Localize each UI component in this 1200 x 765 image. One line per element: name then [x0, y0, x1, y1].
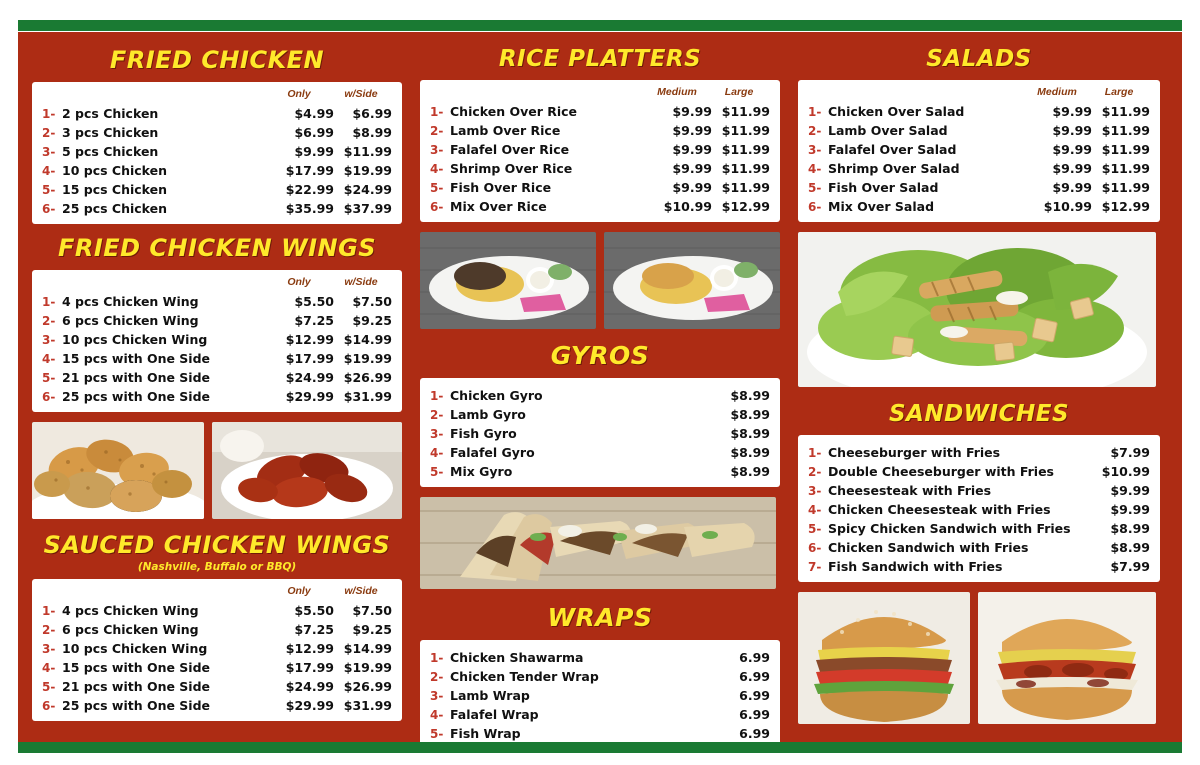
header-medium: Medium — [1037, 86, 1077, 98]
item-name: Chicken Over Rice — [450, 104, 578, 119]
item-name: 25 pcs Chicken — [62, 201, 168, 216]
item-price-large: $11.99 — [721, 142, 770, 157]
item-price: $8.99 — [730, 388, 770, 403]
table-row[interactable] — [808, 157, 1150, 176]
item-name: Double Cheeseburger with Fries — [828, 464, 1054, 479]
price-headers-rice — [430, 86, 770, 98]
photos-gyro — [420, 497, 780, 589]
section-title-wraps: WRAPS — [547, 603, 653, 632]
chicken-salad-photo — [798, 232, 1156, 387]
table-row[interactable] — [808, 100, 1150, 119]
table-row[interactable] — [430, 195, 770, 214]
header-only: Only — [287, 585, 311, 597]
price-headers-salads — [808, 86, 1150, 98]
card-fried-chicken — [32, 82, 402, 224]
bottom-white-margin — [0, 753, 1200, 765]
item-name: Fish Wrap — [450, 726, 521, 741]
item-name: Lamb Gyro — [450, 407, 526, 422]
table-row[interactable] — [430, 384, 770, 403]
table-row[interactable] — [430, 157, 770, 176]
item-number: 3- — [430, 427, 444, 441]
item-number: 6- — [808, 200, 822, 214]
item-price: $7.99 — [1110, 559, 1150, 574]
item-number: 3- — [430, 143, 444, 157]
item-price-only: $12.99 — [285, 641, 334, 656]
table-row[interactable] — [42, 102, 392, 121]
item-price-medium: $9.99 — [1052, 123, 1092, 138]
item-price: $8.99 — [730, 426, 770, 441]
table-row[interactable] — [430, 100, 770, 119]
item-price-only: $7.25 — [294, 313, 334, 328]
item-price-only: $12.99 — [285, 332, 334, 347]
item-price-only: $17.99 — [285, 163, 334, 178]
item-number: 6- — [808, 541, 822, 555]
items-salads — [808, 100, 1150, 214]
item-price-wside: $9.25 — [352, 622, 392, 637]
item-name: Lamb Over Rice — [450, 123, 561, 138]
item-price-medium: $9.99 — [672, 180, 712, 195]
section-title-gyros: GYROS — [550, 341, 650, 370]
section-title-salads: SALADS — [926, 46, 1032, 72]
item-price: $8.99 — [730, 407, 770, 422]
item-number: 2- — [808, 124, 822, 138]
item-number: 5- — [430, 181, 444, 195]
item-number: 1- — [430, 389, 444, 403]
item-name: 3 pcs Chicken — [62, 125, 159, 140]
item-number: 3- — [42, 642, 56, 656]
item-name: 5 pcs Chicken — [62, 144, 159, 159]
card-wraps — [420, 640, 780, 749]
table-row[interactable] — [808, 536, 1150, 555]
lamb-over-rice-photo — [420, 232, 596, 329]
header-medium: Medium — [657, 86, 697, 98]
item-name: Lamb Over Salad — [828, 123, 948, 138]
table-row[interactable] — [808, 176, 1150, 195]
item-number: 5- — [42, 680, 56, 694]
table-row[interactable] — [42, 618, 392, 637]
item-price: $9.99 — [1110, 502, 1150, 517]
item-price-wside: $7.50 — [352, 603, 392, 618]
item-number: 2- — [808, 465, 822, 479]
table-row[interactable] — [42, 197, 392, 216]
table-row[interactable] — [808, 441, 1150, 460]
items-wraps — [430, 646, 770, 741]
item-name: 15 pcs with One Side — [62, 660, 211, 675]
column-left — [32, 42, 402, 749]
item-name: Cheeseburger with Fries — [828, 445, 1001, 460]
item-number: 1- — [42, 107, 56, 121]
item-name: 2 pcs Chicken — [62, 106, 159, 121]
items-rice-platters — [430, 100, 770, 214]
item-name: 4 pcs Chicken Wing — [62, 603, 199, 618]
item-number: 2- — [42, 623, 56, 637]
card-gyros — [420, 378, 780, 487]
item-price-large: $11.99 — [721, 161, 770, 176]
item-price-only: $22.99 — [285, 182, 334, 197]
table-row[interactable] — [430, 684, 770, 703]
item-name: Fish Sandwich with Fries — [828, 559, 1003, 574]
item-price-medium: $9.99 — [672, 123, 712, 138]
table-row[interactable] — [808, 460, 1150, 479]
item-name: Chicken Sandwich with Fries — [828, 540, 1029, 555]
item-number: 1- — [808, 105, 822, 119]
table-row[interactable] — [808, 138, 1150, 157]
item-number: 5- — [808, 181, 822, 195]
item-price-large: $11.99 — [721, 123, 770, 138]
item-price-wside: $19.99 — [343, 351, 392, 366]
menu-columns — [18, 32, 1182, 749]
chicken-over-rice-photo — [604, 232, 780, 329]
table-row[interactable] — [42, 290, 392, 309]
item-number: 2- — [430, 124, 444, 138]
item-price-only: $17.99 — [285, 351, 334, 366]
table-row[interactable] — [808, 479, 1150, 498]
fried-chicken-wings-photo — [32, 422, 204, 519]
table-row[interactable] — [808, 195, 1150, 214]
item-name: Falafel Over Rice — [450, 142, 570, 157]
item-price-large: $11.99 — [1101, 142, 1150, 157]
item-number: 6- — [42, 202, 56, 216]
item-price-wside: $7.50 — [352, 294, 392, 309]
top-white-margin — [0, 0, 1200, 14]
item-price-wside: $24.99 — [343, 182, 392, 197]
item-number: 5- — [808, 522, 822, 536]
item-number: 5- — [42, 371, 56, 385]
item-name: Falafel Gyro — [450, 445, 535, 460]
item-number: 4- — [42, 352, 56, 366]
item-number: 1- — [430, 651, 444, 665]
table-row[interactable] — [430, 138, 770, 157]
price-headers-sauced-wings — [42, 585, 392, 597]
table-row[interactable] — [808, 498, 1150, 517]
table-row[interactable] — [430, 119, 770, 138]
menu-body — [18, 32, 1182, 742]
header-large: Large — [1104, 86, 1134, 98]
photos-sandwiches — [798, 592, 1160, 724]
card-sandwiches — [798, 435, 1160, 582]
table-row[interactable] — [430, 665, 770, 684]
table-row[interactable] — [430, 441, 770, 460]
item-name: 15 pcs with One Side — [62, 351, 211, 366]
item-price-wside: $19.99 — [343, 163, 392, 178]
item-name: Falafel Wrap — [450, 707, 539, 722]
header-large: Large — [724, 86, 754, 98]
header-only: Only — [287, 276, 311, 288]
item-price-wside: $6.99 — [352, 106, 392, 121]
table-row[interactable] — [430, 722, 770, 741]
item-price-wside: $31.99 — [343, 698, 392, 713]
item-name: Shrimp Over Salad — [828, 161, 960, 176]
item-number: 4- — [42, 164, 56, 178]
item-number: 6- — [42, 699, 56, 713]
items-gyros — [430, 384, 770, 479]
table-row[interactable] — [808, 119, 1150, 138]
item-number: 1- — [430, 105, 444, 119]
item-price-medium: $10.99 — [663, 199, 712, 214]
table-row[interactable] — [42, 121, 392, 140]
item-name: 6 pcs Chicken Wing — [62, 622, 199, 637]
item-name: 10 pcs Chicken Wing — [62, 332, 208, 347]
table-row[interactable] — [42, 366, 392, 385]
item-price-wside: $26.99 — [343, 679, 392, 694]
item-price-only: $29.99 — [285, 698, 334, 713]
item-name: Fish Gyro — [450, 426, 517, 441]
item-price-only: $35.99 — [285, 201, 334, 216]
item-number: 1- — [808, 446, 822, 460]
item-number: 4- — [808, 503, 822, 517]
item-price-large: $11.99 — [1101, 161, 1150, 176]
item-price-only: $29.99 — [285, 389, 334, 404]
item-price-wside: $14.99 — [343, 641, 392, 656]
item-price-large: $12.99 — [1101, 199, 1150, 214]
item-price-wside: $14.99 — [343, 332, 392, 347]
item-name: 21 pcs with One Side — [62, 370, 211, 385]
item-price-medium: $9.99 — [1052, 142, 1092, 157]
table-row[interactable] — [430, 422, 770, 441]
item-price-wside: $19.99 — [343, 660, 392, 675]
item-price-only: $24.99 — [285, 370, 334, 385]
column-middle — [402, 42, 780, 749]
item-number: 7- — [808, 560, 822, 574]
photos-salad — [798, 232, 1160, 387]
item-price: 6.99 — [739, 726, 770, 741]
table-row[interactable] — [42, 599, 392, 618]
header-wside: w/Side — [344, 276, 378, 288]
item-price: $8.99 — [1110, 540, 1150, 555]
item-name: Spicy Chicken Sandwich with Fries — [828, 521, 1071, 536]
item-number: 3- — [42, 333, 56, 347]
item-name: Chicken Tender Wrap — [450, 669, 599, 684]
item-price: $10.99 — [1101, 464, 1150, 479]
item-name: Chicken Cheesesteak with Fries — [828, 502, 1051, 517]
table-row[interactable] — [42, 694, 392, 713]
item-price-medium: $9.99 — [1052, 104, 1092, 119]
item-name: Mix Over Rice — [450, 199, 547, 214]
table-row[interactable] — [808, 517, 1150, 536]
header-only: Only — [287, 88, 311, 100]
item-price-medium: $9.99 — [672, 104, 712, 119]
item-number: 2- — [42, 126, 56, 140]
table-row[interactable] — [430, 646, 770, 665]
item-number: 1- — [42, 604, 56, 618]
item-number: 4- — [42, 661, 56, 675]
item-price: 6.99 — [739, 650, 770, 665]
item-price-only: $17.99 — [285, 660, 334, 675]
item-name: 25 pcs with One Side — [62, 698, 211, 713]
card-fried-chicken-wings — [32, 270, 402, 412]
card-sauced-chicken-wings — [32, 579, 402, 721]
item-name: 25 pcs with One Side — [62, 389, 211, 404]
item-name: 4 pcs Chicken Wing — [62, 294, 199, 309]
table-row[interactable] — [808, 555, 1150, 574]
table-row[interactable] — [42, 178, 392, 197]
item-number: 6- — [42, 390, 56, 404]
item-price: 6.99 — [739, 688, 770, 703]
item-price-large: $11.99 — [1101, 123, 1150, 138]
sauced-chicken-wings-photo — [212, 422, 402, 519]
table-row[interactable] — [42, 347, 392, 366]
item-number: 4- — [430, 708, 444, 722]
price-headers-fried-chicken — [42, 88, 392, 100]
item-name: 15 pcs Chicken — [62, 182, 168, 197]
top-green-band — [18, 20, 1182, 31]
item-number: 1- — [42, 295, 56, 309]
table-row[interactable] — [42, 159, 392, 178]
table-row[interactable] — [42, 328, 392, 347]
item-name: Fish Over Rice — [450, 180, 552, 195]
item-number: 3- — [430, 689, 444, 703]
item-price-large: $11.99 — [721, 104, 770, 119]
item-price-only: $5.50 — [294, 294, 334, 309]
bottom-green-band — [18, 742, 1182, 753]
item-number: 4- — [808, 162, 822, 176]
table-row[interactable] — [42, 309, 392, 328]
item-price-wside: $9.25 — [352, 313, 392, 328]
item-number: 2- — [430, 408, 444, 422]
table-row[interactable] — [430, 703, 770, 722]
item-price: $8.99 — [730, 445, 770, 460]
table-row[interactable] — [42, 675, 392, 694]
item-price-only: $6.99 — [294, 125, 334, 140]
item-price: $9.99 — [1110, 483, 1150, 498]
item-price-wside: $37.99 — [343, 201, 392, 216]
item-name: 6 pcs Chicken Wing — [62, 313, 199, 328]
item-number: 4- — [430, 446, 444, 460]
item-name: 10 pcs Chicken — [62, 163, 168, 178]
item-price: $8.99 — [730, 464, 770, 479]
items-sauced-chicken-wings — [42, 599, 392, 713]
item-price-medium: $9.99 — [672, 142, 712, 157]
item-price-wside: $31.99 — [343, 389, 392, 404]
header-wside: w/Side — [344, 88, 378, 100]
item-price-medium: $9.99 — [672, 161, 712, 176]
item-price: $8.99 — [1110, 521, 1150, 536]
table-row[interactable] — [42, 140, 392, 159]
item-price-wside: $8.99 — [352, 125, 392, 140]
item-price: $7.99 — [1110, 445, 1150, 460]
item-price-large: $12.99 — [721, 199, 770, 214]
item-name: Shrimp Over Rice — [450, 161, 573, 176]
item-number: 6- — [430, 200, 444, 214]
items-fried-chicken — [42, 102, 392, 216]
item-number: 5- — [42, 183, 56, 197]
section-title-sandwiches: SANDWICHES — [888, 401, 1070, 427]
card-rice-platters — [420, 80, 780, 222]
item-price-only: $24.99 — [285, 679, 334, 694]
item-number: 3- — [42, 145, 56, 159]
item-price-large: $11.99 — [1101, 180, 1150, 195]
item-number: 5- — [430, 465, 444, 479]
table-row[interactable] — [42, 656, 392, 675]
item-number: 5- — [430, 727, 444, 741]
section-title-sauced-chicken-wings: SAUCED CHICKEN WINGS — [43, 531, 391, 559]
column-right — [780, 42, 1160, 749]
section-title-rice-platters: RICE PLATTERS — [498, 46, 702, 72]
cheeseburger-photo — [798, 592, 970, 724]
item-price-wside: $11.99 — [343, 144, 392, 159]
table-row[interactable] — [42, 385, 392, 404]
item-name: Mix Gyro — [450, 464, 513, 479]
table-row[interactable] — [430, 460, 770, 479]
sauced-wings-note: (Nashville, Buffalo or BBQ) — [137, 561, 297, 573]
item-number: 4- — [430, 162, 444, 176]
card-salads — [798, 80, 1160, 222]
item-name: Cheesesteak with Fries — [828, 483, 992, 498]
item-price-only: $5.50 — [294, 603, 334, 618]
item-name: Lamb Wrap — [450, 688, 530, 703]
item-number: 2- — [430, 670, 444, 684]
item-price-medium: $9.99 — [1052, 180, 1092, 195]
table-row[interactable] — [42, 637, 392, 656]
item-number: 2- — [42, 314, 56, 328]
header-wside: w/Side — [344, 585, 378, 597]
price-headers-fried-wings — [42, 276, 392, 288]
item-name: 21 pcs with One Side — [62, 679, 211, 694]
item-price-medium: $10.99 — [1043, 199, 1092, 214]
item-price-large: $11.99 — [721, 180, 770, 195]
item-price-wside: $26.99 — [343, 370, 392, 385]
section-title-fried-chicken-wings: FRIED CHICKEN WINGS — [57, 234, 377, 262]
item-price-only: $7.25 — [294, 622, 334, 637]
item-name: Chicken Over Salad — [828, 104, 965, 119]
item-price-only: $9.99 — [294, 144, 334, 159]
item-name: Chicken Gyro — [450, 388, 543, 403]
photos-wings — [32, 422, 402, 519]
item-name: Chicken Shawarma — [450, 650, 584, 665]
item-name: Mix Over Salad — [828, 199, 935, 214]
items-sandwiches — [808, 441, 1150, 574]
item-number: 3- — [808, 143, 822, 157]
item-name: 10 pcs Chicken Wing — [62, 641, 208, 656]
item-number: 3- — [808, 484, 822, 498]
item-price-medium: $9.99 — [1052, 161, 1092, 176]
item-name: Falafel Over Salad — [828, 142, 957, 157]
item-price: 6.99 — [739, 669, 770, 684]
spicy-chicken-sandwich-photo — [978, 592, 1156, 724]
item-price: 6.99 — [739, 707, 770, 722]
item-price-large: $11.99 — [1101, 104, 1150, 119]
section-title-fried-chicken: FRIED CHICKEN — [109, 46, 325, 74]
item-price-only: $4.99 — [294, 106, 334, 121]
gyro-wraps-photo — [420, 497, 776, 589]
table-row[interactable] — [430, 403, 770, 422]
items-fried-chicken-wings — [42, 290, 392, 404]
item-name: Fish Over Salad — [828, 180, 939, 195]
photos-rice — [420, 232, 780, 329]
table-row[interactable] — [430, 176, 770, 195]
